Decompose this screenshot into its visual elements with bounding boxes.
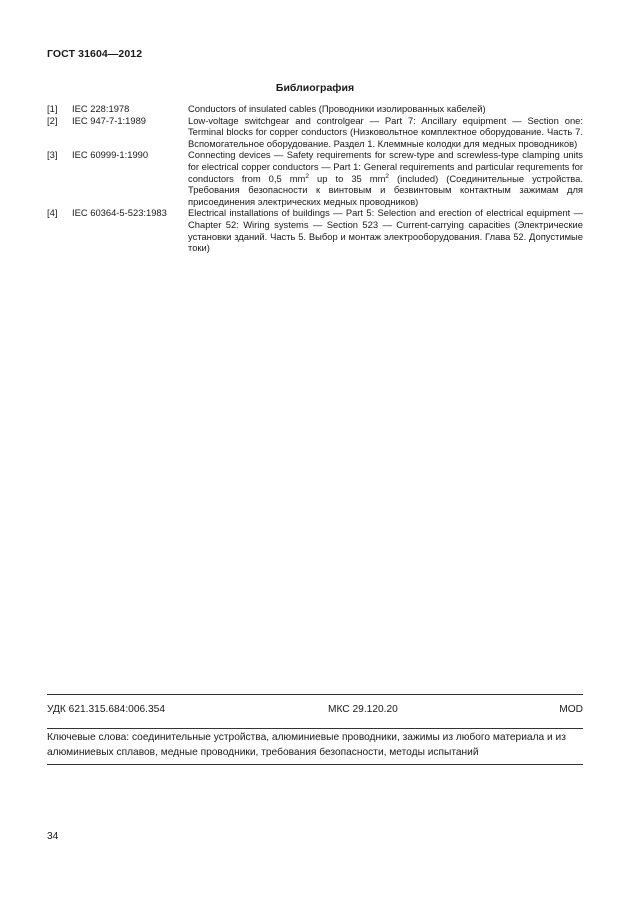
entry-text-part: up to 35 mm [308, 172, 386, 184]
entry-text-part: (included) (Соединительные устройства. Требования безопасности к винтовым и безвинтовым контактным зажимам для присоединения электрических медных проводников) [188, 172, 583, 207]
entry-standard-code: IEC 60364-5-523:1983 [72, 207, 167, 219]
entry-text-part: Connecting devices — Safety requirements for screw-type and screwless-type clamping units for electrical copper conductors — Part 1: General requirements and particular requrements for conductors from 0,5 mm [188, 149, 583, 184]
mod-code: MOD [559, 704, 583, 715]
keywords-text: Ключевые слова: соединительные устройства, алюминиевые проводники, зажимы из любого материала и из алюминиевых сплавов, медные проводники, требования безопасности, методы испытаний [47, 732, 566, 758]
bibliography-entry [47, 103, 583, 115]
entry-description [188, 149, 583, 207]
entry-description: Low-voltage switchgear and controlgear — Part 7: Ancillary equipment — Section one: Terminal blocks for copper conductors (Низковольтное комплектное оборудование. Часть 7. Вспомогательное оборудование. Раздел 1. Клеммные колодки для медных проводников) [188, 114, 583, 149]
footer-divider-top [47, 694, 583, 695]
page-number: 34 [47, 831, 59, 842]
udk-code: УДК 621.315.684:006.354 [47, 704, 165, 715]
bibliography-title: Библиография [275, 82, 355, 94]
footer-divider-bottom [47, 764, 583, 765]
mks-code: МКС 29.120.20 [328, 704, 398, 715]
bibliography-list [47, 103, 583, 254]
entry-number: [2] [47, 114, 58, 126]
document-header-id: ГОСТ 31604—2012 [47, 48, 143, 60]
entry-standard-code: IEC 228:1978 [72, 103, 130, 114]
entry-description: Conductors of insulated cables (Проводники изолированных кабелей) [188, 103, 486, 114]
entry-description: Electrical installations of buildings — Part 5: Selection and erection of electrical equipment — Chapter 52: Wiring systems — Section 523 — Current-carrying capacities (Электрические установки зданий. Часть 5. Выбор и монтаж электрооборудования. Глава 52. Допустимые токи) [188, 207, 583, 254]
bibliography-entry [47, 115, 583, 150]
superscript: 2 [385, 172, 390, 180]
superscript: 2 [305, 172, 309, 180]
entry-standard-code: IEC 60999-1:1990 [72, 149, 149, 161]
entry-number: [4] [47, 207, 58, 219]
bibliography-entry [47, 149, 583, 207]
footer-divider-middle [47, 728, 583, 729]
entry-number: [1] [47, 103, 58, 114]
entry-standard-code: IEC 947-7-1:1989 [72, 114, 147, 126]
bibliography-entry [47, 207, 583, 253]
entry-number: [3] [47, 149, 58, 161]
